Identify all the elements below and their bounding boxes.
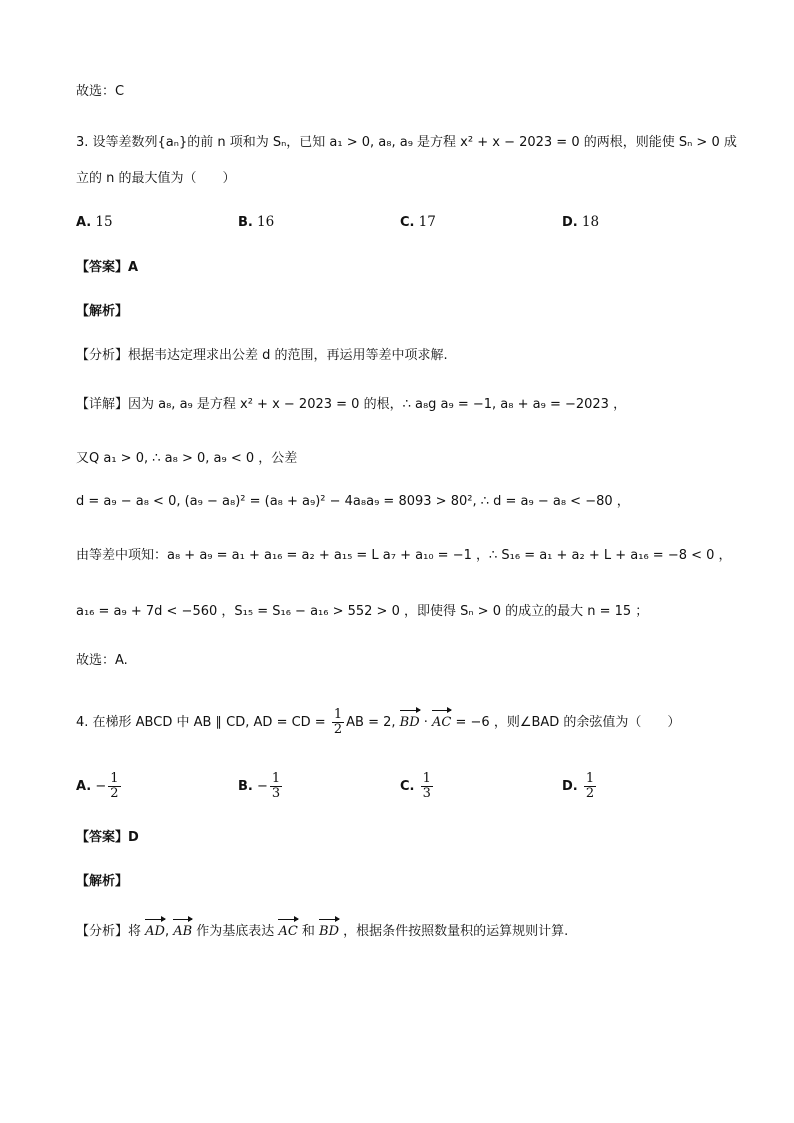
option-label: B. xyxy=(238,215,253,230)
q3-option-b xyxy=(238,212,274,233)
q4-stem-mid: AB = 2, xyxy=(346,715,400,730)
option-sign: − xyxy=(257,779,268,794)
vector-bd: BD xyxy=(400,713,420,733)
vector-ac: AC xyxy=(432,713,451,733)
q4-stem xyxy=(76,708,680,737)
fraction-denominator: 2 xyxy=(110,786,119,801)
q4-analysis-summary xyxy=(76,922,568,942)
vector-ad: AD xyxy=(145,922,165,942)
option-fraction xyxy=(270,772,282,801)
fraction-denominator: 3 xyxy=(422,786,431,801)
comma: , xyxy=(164,924,174,939)
fraction-numerator: 1 xyxy=(585,771,595,786)
fraction-denominator: 2 xyxy=(585,786,595,801)
q4-option-a xyxy=(76,772,123,801)
option-label: A. xyxy=(76,215,92,230)
option-value: 16 xyxy=(257,214,275,230)
q3-stem-line-2: 立的 n 的最大值为（ ） xyxy=(76,171,236,186)
vector-ab: AB xyxy=(173,922,192,942)
option-fraction xyxy=(584,772,596,801)
q4-fenxi-b: 作为基底表达 xyxy=(192,924,279,939)
option-fraction xyxy=(421,772,433,801)
fraction-denominator: 3 xyxy=(271,786,281,801)
option-sign: − xyxy=(95,779,107,794)
q3-detail-line-2: 又Q a₁ > 0, ∴ a₈ > 0, a₉ < 0 ，公差 xyxy=(76,451,298,466)
q4-stem-prefix: 4. 在梯形 ABCD 中 AB ∥ CD, AD = CD = xyxy=(76,715,330,730)
option-label: C. xyxy=(400,215,415,230)
option-label: D. xyxy=(562,779,578,794)
q3-choice: 故选：A. xyxy=(76,653,128,668)
previous-choice: 故选：C xyxy=(76,84,125,99)
q3-analysis-summary: 【分析】根据韦达定理求出公差 d 的范围，再运用等差中项求解. xyxy=(76,348,448,363)
q3-detail-line-5: a₁₆ = a₉ + 7d < −560 ，S₁₅ = S₁₆ − a₁₆ > 552 > 0 ，即使得 Sₙ > 0 的成立的最大 n = 15 ； xyxy=(76,604,649,619)
fraction-numerator: 1 xyxy=(110,771,119,786)
q3-detail-line-4: 由等差中项知：a₈ + a₉ = a₁ + a₁₆ = a₂ + a₁₅ = L a₇ + a₁₀ = −1 ，∴ S₁₆ = a₁ + a₂ + L + a₁₆ = −8 < 0 ， xyxy=(76,548,732,563)
q4-analysis-heading: 【解析】 xyxy=(76,874,129,889)
q4-fenxi-c: 和 xyxy=(297,924,320,939)
option-value: 18 xyxy=(581,214,600,230)
q4-option-b xyxy=(238,772,284,801)
q4-fenxi-d: ，根据条件按照数量积的运算规则计算. xyxy=(339,924,569,939)
q4-fraction xyxy=(332,708,344,737)
fraction-numerator: 1 xyxy=(422,771,431,786)
vector-bd: BD xyxy=(319,922,339,942)
q4-option-d xyxy=(562,772,598,801)
q4-answer: 【答案】D xyxy=(76,830,139,845)
fraction-numerator: 1 xyxy=(271,771,281,786)
option-value: 15 xyxy=(95,214,113,230)
q3-option-c xyxy=(400,212,436,233)
option-label: D. xyxy=(562,215,578,230)
option-label: B. xyxy=(238,779,253,794)
q4-fenxi-a: 【分析】将 xyxy=(76,924,146,939)
q4-stem-suffix: = −6 ，则∠BAD 的余弦值为（ ） xyxy=(451,715,681,730)
q3-answer: 【答案】A xyxy=(76,260,139,275)
dot-operator: · xyxy=(419,715,433,730)
option-value: 17 xyxy=(418,214,436,230)
q3-analysis-heading: 【解析】 xyxy=(76,304,129,319)
option-label: C. xyxy=(400,779,415,794)
q3-option-a xyxy=(76,212,113,233)
vector-ac: AC xyxy=(278,922,297,942)
q3-detail-line-3: d = a₉ − a₈ < 0, (a₉ − a₈)² = (a₈ + a₉)² − 4a₈a₉ = 8093 > 80², ∴ d = a₉ − a₈ < −80 ， xyxy=(76,494,630,509)
q3-stem-line-1: 3. 设等差数列{aₙ}的前 n 项和为 Sₙ，已知 a₁ > 0, a₈, a₉ 是方程 x² + x − 2023 = 0 的两根，则能使 Sₙ > 0 成 xyxy=(76,135,737,150)
q3-detail-line-1: 【详解】因为 a₈, a₉ 是方程 x² + x − 2023 = 0 的根，∴ a₈g a₉ = −1, a₈ + a₉ = −2023 ， xyxy=(76,397,627,412)
fraction-numerator: 1 xyxy=(333,707,343,722)
option-fraction xyxy=(108,772,120,801)
q3-option-d xyxy=(562,212,599,233)
option-label: A. xyxy=(76,779,92,794)
q4-option-c xyxy=(400,772,435,801)
fraction-denominator: 2 xyxy=(333,722,343,737)
